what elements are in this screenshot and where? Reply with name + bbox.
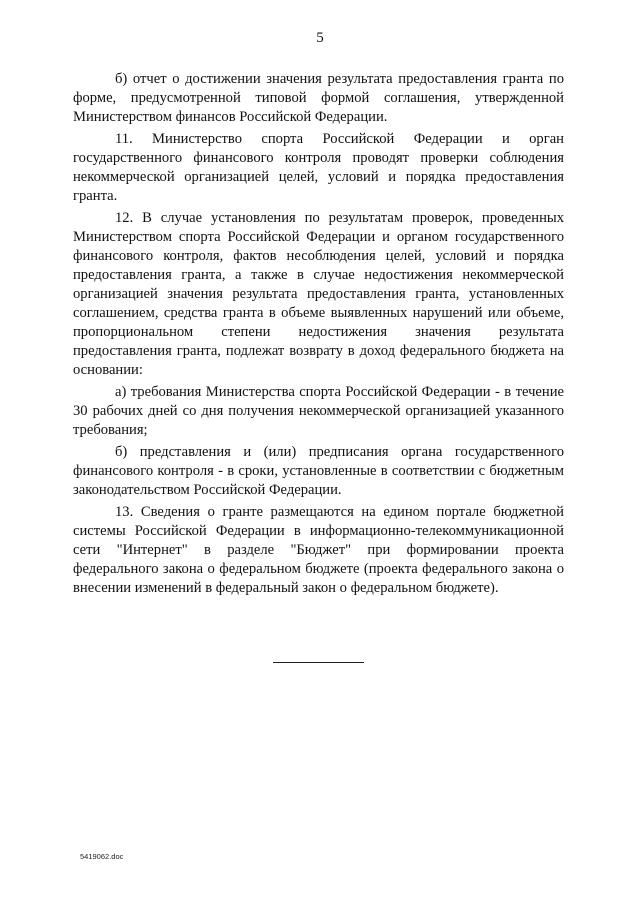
paragraph-13-portal: 13. Сведения о гранте размещаются на едином портале бюджетной системы Российской Федерации в информационно-телекоммуникационной сети "Интернет" в разделе "Бюджет" при формировании проекта федерального закона о федеральном бюджете (проекта федерального закона о внесении изменений в федеральный закон о федеральном бюджете). — [73, 504, 564, 596]
end-divider — [273, 662, 364, 663]
paragraph-12-refund: 12. В случае установления по результатам проверок, проведенных Министерством спорта Российской Федерации и органом государственного финансового контроля, фактов несоблюдения целей, условий и порядка предоставления гранта, а также в случае недостижения некоммерческой организацией значения результата предоставления гранта, установленных соглашением, средства гранта в объеме выявленных нарушений или объеме, пропорциональном степени недостижения значения результата предоставления гранта, подлежат возврату в доход федерального бюджета на основании: — [73, 210, 564, 378]
document-body — [73, 70, 564, 601]
paragraph-b-report: б) отчет о достижении значения результата предоставления гранта по форме, предусмотренной типовой формой соглашения, утвержденной Министерством финансов Российской Федерации. — [73, 71, 564, 125]
paragraph-11-inspections: 11. Министерство спорта Российской Федерации и орган государственного финансового контроля проводят проверки соблюдения некоммерческой организацией целей, условий и порядка предоставления гранта. — [73, 131, 564, 204]
document-code: 5419062.doc — [80, 852, 124, 861]
page-number: 5 — [316, 30, 324, 46]
paragraph-b-control-order: б) представления и (или) предписания органа государственного финансового контроля - в сроки, установленные в соответствии с бюджетным законодательством Российской Федерации. — [73, 444, 564, 498]
paragraph-a-ministry-demand: а) требования Министерства спорта Российской Федерации - в течение 30 рабочих дней со дня получения некоммерческой организацией указанного требования; — [73, 384, 564, 438]
